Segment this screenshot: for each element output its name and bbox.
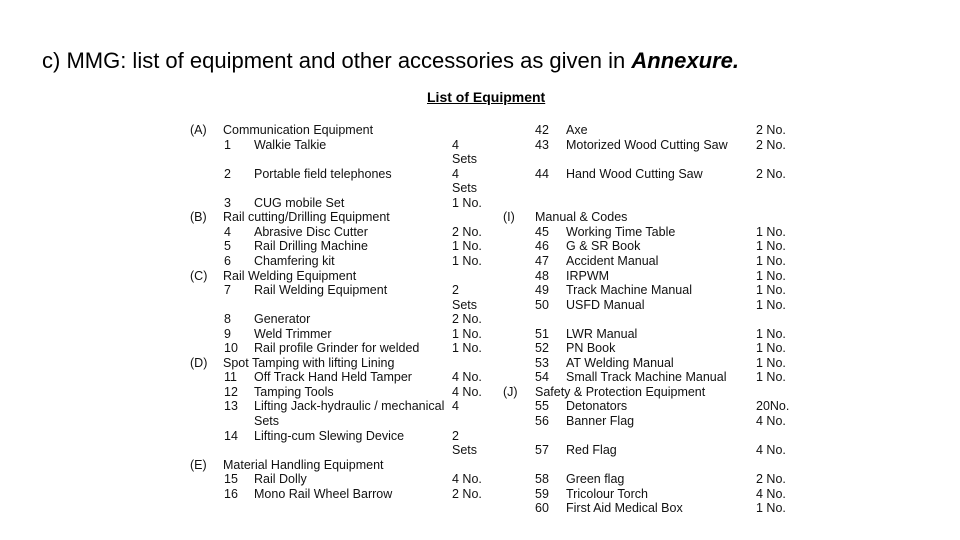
right-item-label: Tricolour Torch xyxy=(566,486,648,501)
left-section-title: Rail cutting/Drilling Equipment xyxy=(223,210,390,225)
left-item-number: 15 xyxy=(224,472,238,487)
right-item-quantity: 1 No. xyxy=(756,341,786,356)
right-item-number: 60 xyxy=(535,501,549,516)
left-item-quantity: 1 No. xyxy=(452,326,482,341)
right-section-code: (J) xyxy=(503,384,518,399)
left-item-label: Abrasive Disc Cutter xyxy=(254,224,368,239)
right-item-number: 50 xyxy=(535,297,549,312)
left-item-number: 7 xyxy=(224,283,231,298)
right-item-label: Motorized Wood Cutting Saw xyxy=(566,137,728,152)
left-item-number: 5 xyxy=(224,239,231,254)
left-item-quantity: 1 No. xyxy=(452,195,482,210)
right-item-number: 59 xyxy=(535,486,549,501)
heading-emphasis: Annexure. xyxy=(631,48,739,73)
left-item-number: 16 xyxy=(224,486,238,501)
right-item-quantity: 20No. xyxy=(756,399,790,414)
right-item-label: Axe xyxy=(566,123,588,137)
right-item-quantity: 1 No. xyxy=(756,253,786,268)
right-item-label: Small Track Machine Manual xyxy=(566,370,727,385)
left-item-quantity: 4 xyxy=(452,399,459,414)
right-item-quantity: 1 No. xyxy=(756,297,786,312)
right-item-label: Detonators xyxy=(566,399,628,414)
left-section-code: (B) xyxy=(190,210,207,225)
right-item-number: 53 xyxy=(535,355,549,370)
left-item-number: 2 xyxy=(224,166,231,181)
right-item-number: 52 xyxy=(535,341,549,356)
right-item-number: 47 xyxy=(535,253,549,268)
right-section-title: Safety & Protection Equipment xyxy=(535,384,706,399)
left-item-number: 6 xyxy=(224,253,231,268)
left-section-title: Material Handling Equipment xyxy=(223,457,384,472)
left-item-label: Weld Trimmer xyxy=(254,326,332,341)
right-item-number: 56 xyxy=(535,414,549,428)
left-item-number: 4 xyxy=(224,224,231,239)
left-item-label: Generator xyxy=(254,312,311,327)
left-section-title: Spot Tamping with lifting Lining xyxy=(223,355,395,370)
right-item-number: 58 xyxy=(535,472,549,487)
left-item-quantity: Sets xyxy=(452,443,478,458)
left-item-label: Mono Rail Wheel Barrow xyxy=(254,486,393,501)
right-item-quantity: 1 No. xyxy=(756,501,786,516)
right-item-number: 44 xyxy=(535,166,549,181)
left-item-label: Rail profile Grinder for welded xyxy=(254,341,420,356)
left-item-number: 11 xyxy=(224,370,237,385)
right-item-number: 49 xyxy=(535,283,549,298)
left-item-label: Sets xyxy=(254,414,280,428)
left-section-title: Rail Welding Equipment xyxy=(223,268,357,283)
right-item-number: 51 xyxy=(535,326,549,341)
right-item-label: AT Welding Manual xyxy=(566,355,674,370)
left-item-number: 3 xyxy=(224,195,231,210)
right-item-label: Hand Wood Cutting Saw xyxy=(566,166,703,181)
left-item-label: Rail Drilling Machine xyxy=(254,239,368,254)
right-item-number: 55 xyxy=(535,399,549,414)
left-section-code: (E) xyxy=(190,457,207,472)
right-item-quantity: 1 No. xyxy=(756,355,786,370)
right-item-number: 42 xyxy=(535,123,549,137)
right-item-quantity: 1 No. xyxy=(756,283,786,298)
left-item-quantity: 2 xyxy=(452,428,459,443)
left-section-code: (A) xyxy=(190,123,207,137)
left-item-number: 10 xyxy=(224,341,238,356)
left-item-quantity: 1 No. xyxy=(452,239,482,254)
left-item-quantity: 2 No. xyxy=(452,486,482,501)
left-item-number: 14 xyxy=(224,428,238,443)
right-item-label: Banner Flag xyxy=(566,414,635,428)
left-item-label: Lifting-cum Slewing Device xyxy=(254,428,405,443)
left-section-code: (C) xyxy=(190,268,208,283)
left-section-code: (D) xyxy=(190,355,208,370)
left-item-number: 12 xyxy=(224,384,238,399)
right-item-quantity: 4 No. xyxy=(756,486,786,501)
right-item-quantity: 2 No. xyxy=(756,166,786,181)
left-item-quantity: 4 xyxy=(452,137,459,152)
right-item-quantity: 2 No. xyxy=(756,137,786,152)
left-item-quantity: 1 No. xyxy=(452,253,482,268)
left-item-number: 13 xyxy=(224,399,238,414)
heading-text: c) MMG: list of equipment and other accessories as given in xyxy=(42,48,626,73)
right-item-quantity: 2 No. xyxy=(756,472,786,487)
left-item-quantity: 1 No. xyxy=(452,341,482,356)
right-item-label: LWR Manual xyxy=(566,326,638,341)
right-item-label: PN Book xyxy=(566,341,616,356)
right-item-quantity: 1 No. xyxy=(756,326,786,341)
left-item-quantity: Sets xyxy=(452,181,478,196)
left-item-quantity: Sets xyxy=(452,152,478,167)
right-item-number: 45 xyxy=(535,224,549,239)
left-item-quantity: 2 xyxy=(452,283,459,298)
right-item-quantity: 1 No. xyxy=(756,370,786,385)
left-item-label: Lifting Jack-hydraulic / mechanical xyxy=(254,399,445,414)
left-item-quantity: 4 No. xyxy=(452,370,482,385)
left-item-number: 8 xyxy=(224,312,231,327)
right-item-quantity: 1 No. xyxy=(756,239,786,254)
right-item-quantity: 2 No. xyxy=(756,123,786,137)
right-item-number: 48 xyxy=(535,268,549,283)
right-item-label: Working Time Table xyxy=(566,224,676,239)
left-item-label: Walkie Talkie xyxy=(254,137,327,152)
right-item-label: Track Machine Manual xyxy=(566,283,692,298)
right-item-label: USFD Manual xyxy=(566,297,645,312)
right-item-label: First Aid Medical Box xyxy=(566,501,683,516)
left-item-number: 1 xyxy=(224,137,231,152)
right-item-label: Red Flag xyxy=(566,443,617,458)
right-item-label: G & SR Book xyxy=(566,239,641,254)
right-item-quantity: 1 No. xyxy=(756,268,786,283)
left-item-label: Portable field telephones xyxy=(254,166,392,181)
right-item-number: 43 xyxy=(535,137,549,152)
left-item-quantity: 4 No. xyxy=(452,472,482,487)
right-item-quantity: 4 No. xyxy=(756,443,786,458)
left-item-quantity: 4 No. xyxy=(452,384,482,399)
right-item-label: Green flag xyxy=(566,472,625,487)
right-item-number: 46 xyxy=(535,239,549,254)
right-item-number: 57 xyxy=(535,443,549,458)
left-item-label: Rail Dolly xyxy=(254,472,307,487)
right-item-quantity: 1 No. xyxy=(756,224,786,239)
left-item-number: 9 xyxy=(224,326,231,341)
left-item-label: Off Track Hand Held Tamper xyxy=(254,370,412,385)
right-item-number: 54 xyxy=(535,370,549,385)
right-item-label: Accident Manual xyxy=(566,253,659,268)
right-item-label: IRPWM xyxy=(566,268,610,283)
left-item-quantity: 4 xyxy=(452,166,459,181)
left-item-quantity: 2 No. xyxy=(452,312,482,327)
left-item-label: Chamfering kit xyxy=(254,253,335,268)
right-section-title: Manual & Codes xyxy=(535,210,628,225)
left-item-label: CUG mobile Set xyxy=(254,195,345,210)
list-title: List of Equipment xyxy=(427,89,546,105)
left-item-label: Tamping Tools xyxy=(254,384,334,399)
left-item-quantity: 2 No. xyxy=(452,224,482,239)
right-item-quantity: 4 No. xyxy=(756,414,786,428)
right-section-code: (I) xyxy=(503,210,515,225)
left-item-quantity: Sets xyxy=(452,297,478,312)
left-item-label: Rail Welding Equipment xyxy=(254,283,388,298)
left-section-title: Communication Equipment xyxy=(223,123,374,137)
